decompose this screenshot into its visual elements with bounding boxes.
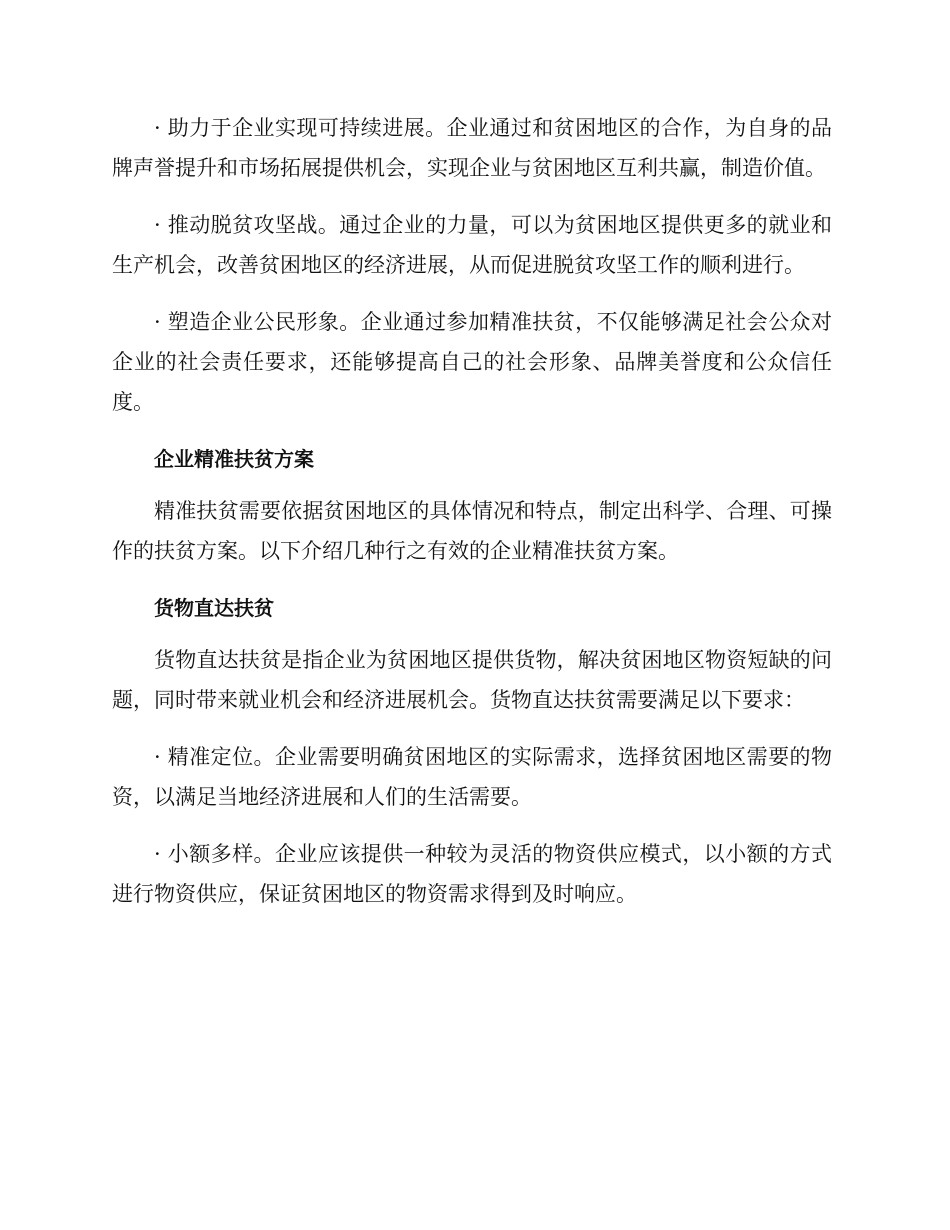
section-heading-plan: 企业精准扶贫方案 xyxy=(154,447,314,471)
section-heading-goods: 货物直达扶贫 xyxy=(154,596,274,620)
paragraph-plan-intro: 精准扶贫需要依据贫困地区的具体情况和特点，制定出科学、合理、可操作的扶贫方案。以下介绍几种行之有效的企业精准扶贫方案。 xyxy=(112,499,832,563)
document-page xyxy=(112,108,832,931)
bullet-paragraph-image: · 塑造企业公民形象。企业通过参加精准扶贫，不仅能够满足社会公众对企业的社会责任要求，还能够提高自己的社会形象、品牌美誉度和公众信任度。 xyxy=(112,310,832,414)
bullet-paragraph-positioning: · 精准定位。企业需要明确贫困地区的实际需求，选择贫困地区需要的物资，以满足当地经济进展和人们的生活需要。 xyxy=(112,745,832,809)
bullet-paragraph-small: · 小额多样。企业应该提供一种较为灵活的物资供应模式，以小额的方式进行物资供应，保证贫困地区的物资需求得到及时响应。 xyxy=(112,842,832,906)
bullet-paragraph-poverty: · 推动脱贫攻坚战。通过企业的力量，可以为贫困地区提供更多的就业和生产机会，改善贫困地区的经济进展，从而促进脱贫攻坚工作的顺利进行。 xyxy=(112,213,832,277)
paragraph-goods-intro: 货物直达扶贫是指企业为贫困地区提供货物，解决贫困地区物资短缺的问题，同时带来就业机会和经济进展机会。货物直达扶贫需要满足以下要求： xyxy=(112,648,832,712)
bullet-paragraph-sustainable: · 助力于企业实现可持续进展。企业通过和贫困地区的合作，为自身的品牌声誉提升和市场拓展提供机会，实现企业与贫困地区互利共赢，制造价值。 xyxy=(112,116,832,180)
